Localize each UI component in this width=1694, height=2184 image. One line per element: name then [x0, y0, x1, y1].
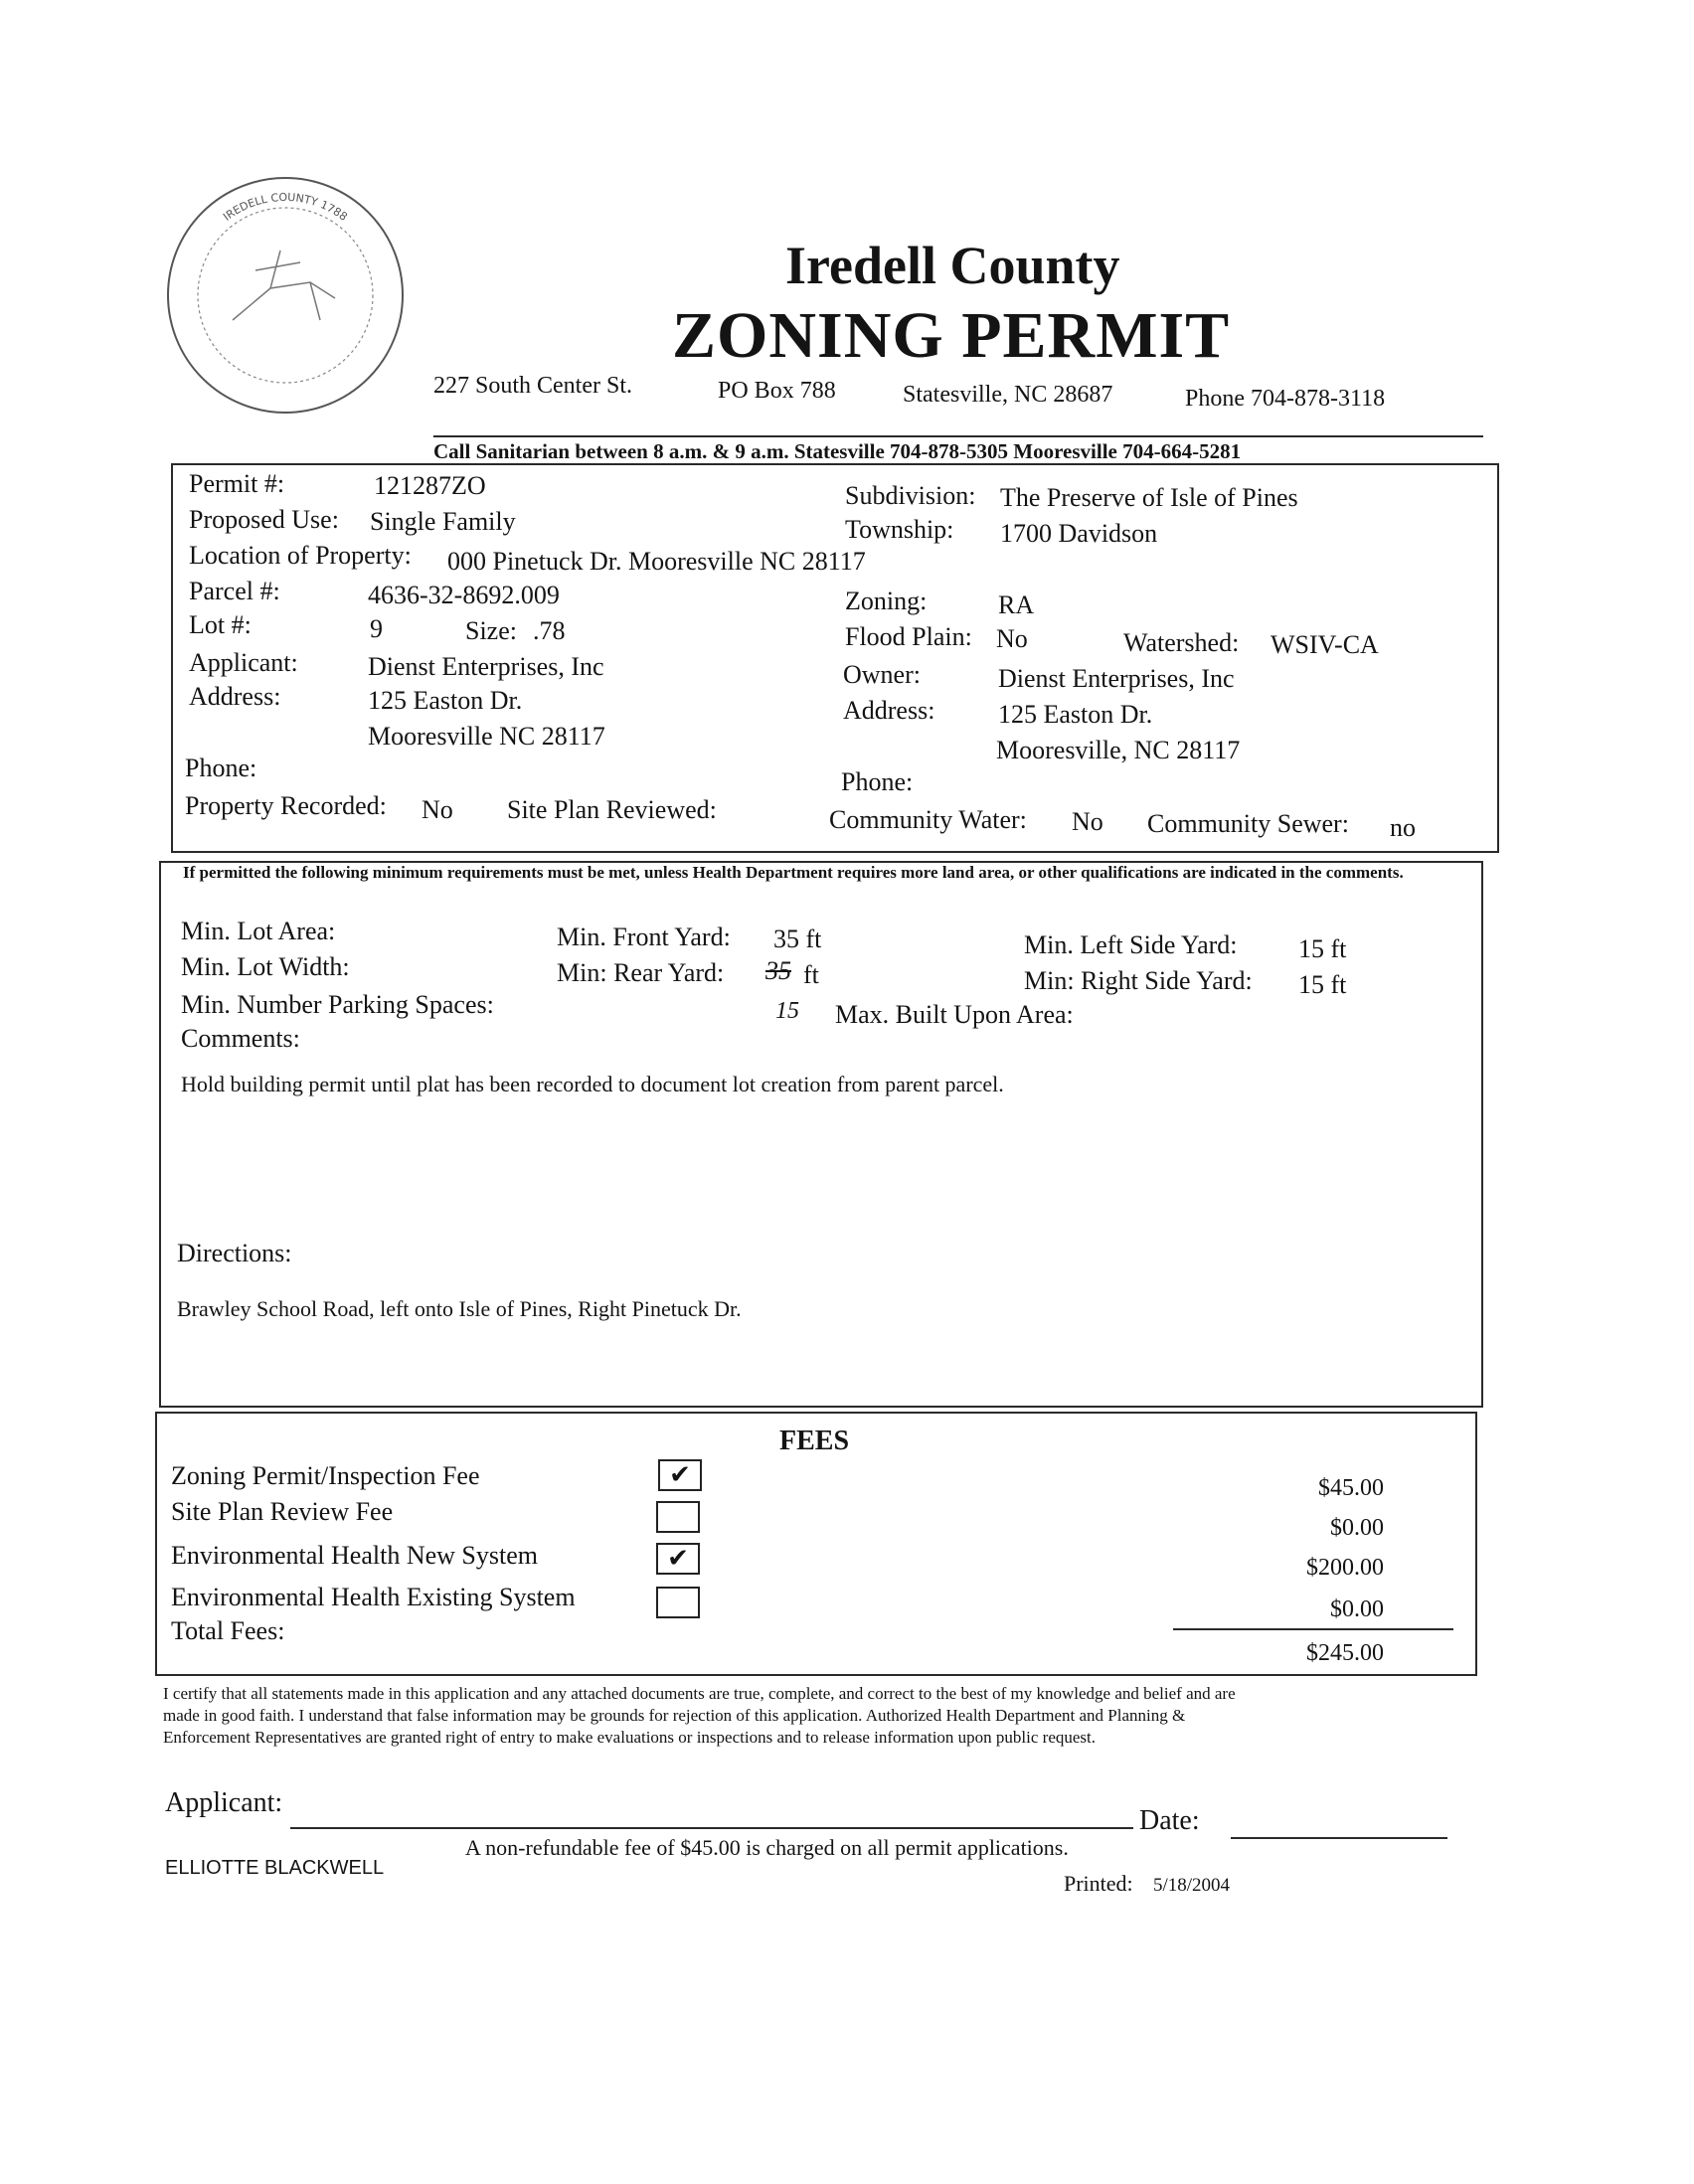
min-right-side-value: 15 ft	[1298, 970, 1347, 999]
directions-text: Brawley School Road, left onto Isle of Pines, Right Pinetuck Dr.	[177, 1296, 742, 1321]
min-left-side-label: Min. Left Side Yard:	[1024, 930, 1238, 959]
flood-plain-value: No	[996, 624, 1028, 653]
header-phone: Phone 704-878-3118	[1185, 386, 1386, 412]
township-label: Township:	[845, 515, 954, 544]
community-water-label: Community Water:	[829, 805, 1027, 834]
prepared-by: ELLIOTTE BLACKWELL	[165, 1857, 385, 1879]
owner-label: Owner:	[843, 660, 921, 689]
max-built-upon-label: Max. Built Upon Area:	[835, 1000, 1074, 1029]
fee-checkbox-site-plan[interactable]	[656, 1501, 700, 1533]
applicant-label: Applicant:	[189, 648, 298, 677]
size-label: Size:	[465, 616, 517, 645]
header-street: 227 South Center St.	[433, 373, 633, 399]
fee-label-zoning: Zoning Permit/Inspection Fee	[171, 1461, 480, 1490]
location-label: Location of Property:	[189, 541, 412, 570]
fee-label-env-new: Environmental Health New System	[171, 1541, 538, 1570]
fee-amount-env-existing: $0.00	[1330, 1596, 1384, 1622]
fee-checkbox-zoning[interactable]	[658, 1459, 702, 1491]
date-line[interactable]	[1231, 1837, 1447, 1839]
printed-date: 5/18/2004	[1153, 1875, 1231, 1896]
zoning-value: RA	[998, 590, 1035, 619]
printed-label: Printed:	[1064, 1871, 1133, 1896]
property-recorded-value: No	[422, 795, 453, 824]
proposed-use: Single Family	[370, 507, 516, 536]
county-seal	[161, 171, 410, 420]
header-divider	[433, 435, 1483, 437]
fee-amount-zoning: $45.00	[1318, 1475, 1384, 1501]
flood-plain-label: Flood Plain:	[845, 622, 972, 651]
fee-label-env-existing: Environmental Health Existing System	[171, 1583, 576, 1611]
property-recorded-label: Property Recorded:	[185, 791, 387, 820]
subdivision-label: Subdivision:	[845, 481, 976, 510]
community-sewer-value: no	[1390, 813, 1416, 842]
min-parking-label: Min. Number Parking Spaces:	[181, 990, 494, 1019]
fee-checkbox-env-existing[interactable]	[656, 1587, 700, 1618]
community-water-value: No	[1072, 807, 1103, 836]
min-lot-area-label: Min. Lot Area:	[181, 917, 336, 945]
lot-value: 9	[370, 614, 383, 643]
community-sewer-label: Community Sewer:	[1147, 809, 1349, 838]
header-po-box: PO Box 788	[718, 378, 836, 404]
requirements-intro: If permitted the following minimum requirements must be met, unless Health Department requires more land area, or other qualifications are indicated in the comments.	[183, 863, 1404, 882]
fee-checkbox-env-new[interactable]	[656, 1543, 700, 1575]
certification-line-3: Enforcement Representatives are granted right of entry to make evaluations or inspections and to release information upon public request.	[163, 1728, 1096, 1747]
permit-number: 121287ZO	[374, 471, 486, 500]
total-fees-amount: $245.00	[1306, 1640, 1384, 1666]
rear-yard-handwritten-value: 35	[765, 956, 791, 985]
township-value: 1700 Davidson	[1000, 519, 1158, 548]
checkmark-icon: ✔	[669, 1460, 691, 1490]
min-front-yard-value: 35 ft	[773, 924, 822, 953]
owner-address-line2: Mooresville, NC 28117	[996, 736, 1241, 764]
subdivision-value: The Preserve of Isle of Pines	[1000, 483, 1298, 512]
comments-text: Hold building permit until plat has been recorded to document lot creation from parent parcel.	[181, 1072, 1004, 1096]
applicant-address-line1: 125 Easton Dr.	[368, 686, 523, 715]
nonrefundable-note: A non-refundable fee of $45.00 is charged on all permit applications.	[465, 1835, 1069, 1860]
applicant-signature-line[interactable]	[290, 1827, 1133, 1829]
header-city: Statesville, NC 28687	[903, 382, 1113, 408]
min-left-side-value: 15 ft	[1298, 934, 1347, 963]
seal-text: IREDELL COUNTY 1788	[221, 190, 350, 224]
fees-title: FEES	[779, 1426, 850, 1456]
min-rear-yard-label: Min: Rear Yard:	[557, 958, 725, 987]
certification-line-1: I certify that all statements made in this application and any attached documents are true, complete, and correct to the best of my knowledge and belief and are	[163, 1684, 1236, 1703]
checkmark-icon: ✔	[667, 1544, 689, 1574]
min-rear-yard-unit: ft	[803, 960, 819, 989]
applicant-phone-label: Phone:	[185, 754, 257, 782]
proposed-use-label: Proposed Use:	[189, 505, 339, 534]
fee-amount-site-plan: $0.00	[1330, 1515, 1384, 1541]
applicant-address-line2: Mooresville NC 28117	[368, 722, 605, 751]
watershed-label: Watershed:	[1123, 628, 1240, 657]
directions-label: Directions:	[177, 1239, 292, 1267]
total-divider	[1173, 1628, 1453, 1630]
site-plan-reviewed-label: Site Plan Reviewed:	[507, 795, 717, 824]
size-value: .78	[533, 616, 566, 645]
watershed-value: WSIV-CA	[1270, 630, 1379, 659]
zoning-label: Zoning:	[845, 587, 928, 615]
parcel-value: 4636-32-8692.009	[368, 581, 560, 609]
county-name: Iredell County	[785, 236, 1120, 295]
total-fees-label: Total Fees:	[171, 1616, 285, 1645]
owner-value: Dienst Enterprises, Inc	[998, 664, 1235, 693]
applicant-signature-label: Applicant:	[165, 1787, 283, 1818]
sanitarian-notice: Call Sanitarian between 8 a.m. & 9 a.m. Statesville 704-878-5305 Mooresville 704-664-5281	[433, 439, 1242, 463]
comments-label: Comments:	[181, 1024, 300, 1053]
lot-label: Lot #:	[189, 610, 252, 639]
min-front-yard-label: Min. Front Yard:	[557, 923, 731, 951]
parcel-label: Parcel #:	[189, 577, 280, 605]
date-label: Date:	[1139, 1805, 1200, 1836]
location-value: 000 Pinetuck Dr. Mooresville NC 28117	[447, 547, 866, 576]
fee-amount-env-new: $200.00	[1306, 1555, 1384, 1581]
fee-label-site-plan: Site Plan Review Fee	[171, 1497, 394, 1526]
owner-address-label: Address:	[843, 696, 935, 725]
min-right-side-label: Min: Right Side Yard:	[1024, 966, 1253, 995]
handwritten-correction: 15	[775, 998, 799, 1024]
page-title: ZONING PERMIT	[672, 299, 1231, 372]
min-lot-width-label: Min. Lot Width:	[181, 952, 350, 981]
permit-number-label: Permit #:	[189, 469, 285, 498]
applicant-address-label: Address:	[189, 682, 281, 711]
applicant-value: Dienst Enterprises, Inc	[368, 652, 604, 681]
owner-phone-label: Phone:	[841, 767, 914, 796]
certification-line-2: made in good faith. I understand that false information may be grounds for rejection of this application. Authorized Health Department and Planning &	[163, 1706, 1186, 1725]
owner-address-line1: 125 Easton Dr.	[998, 700, 1153, 729]
